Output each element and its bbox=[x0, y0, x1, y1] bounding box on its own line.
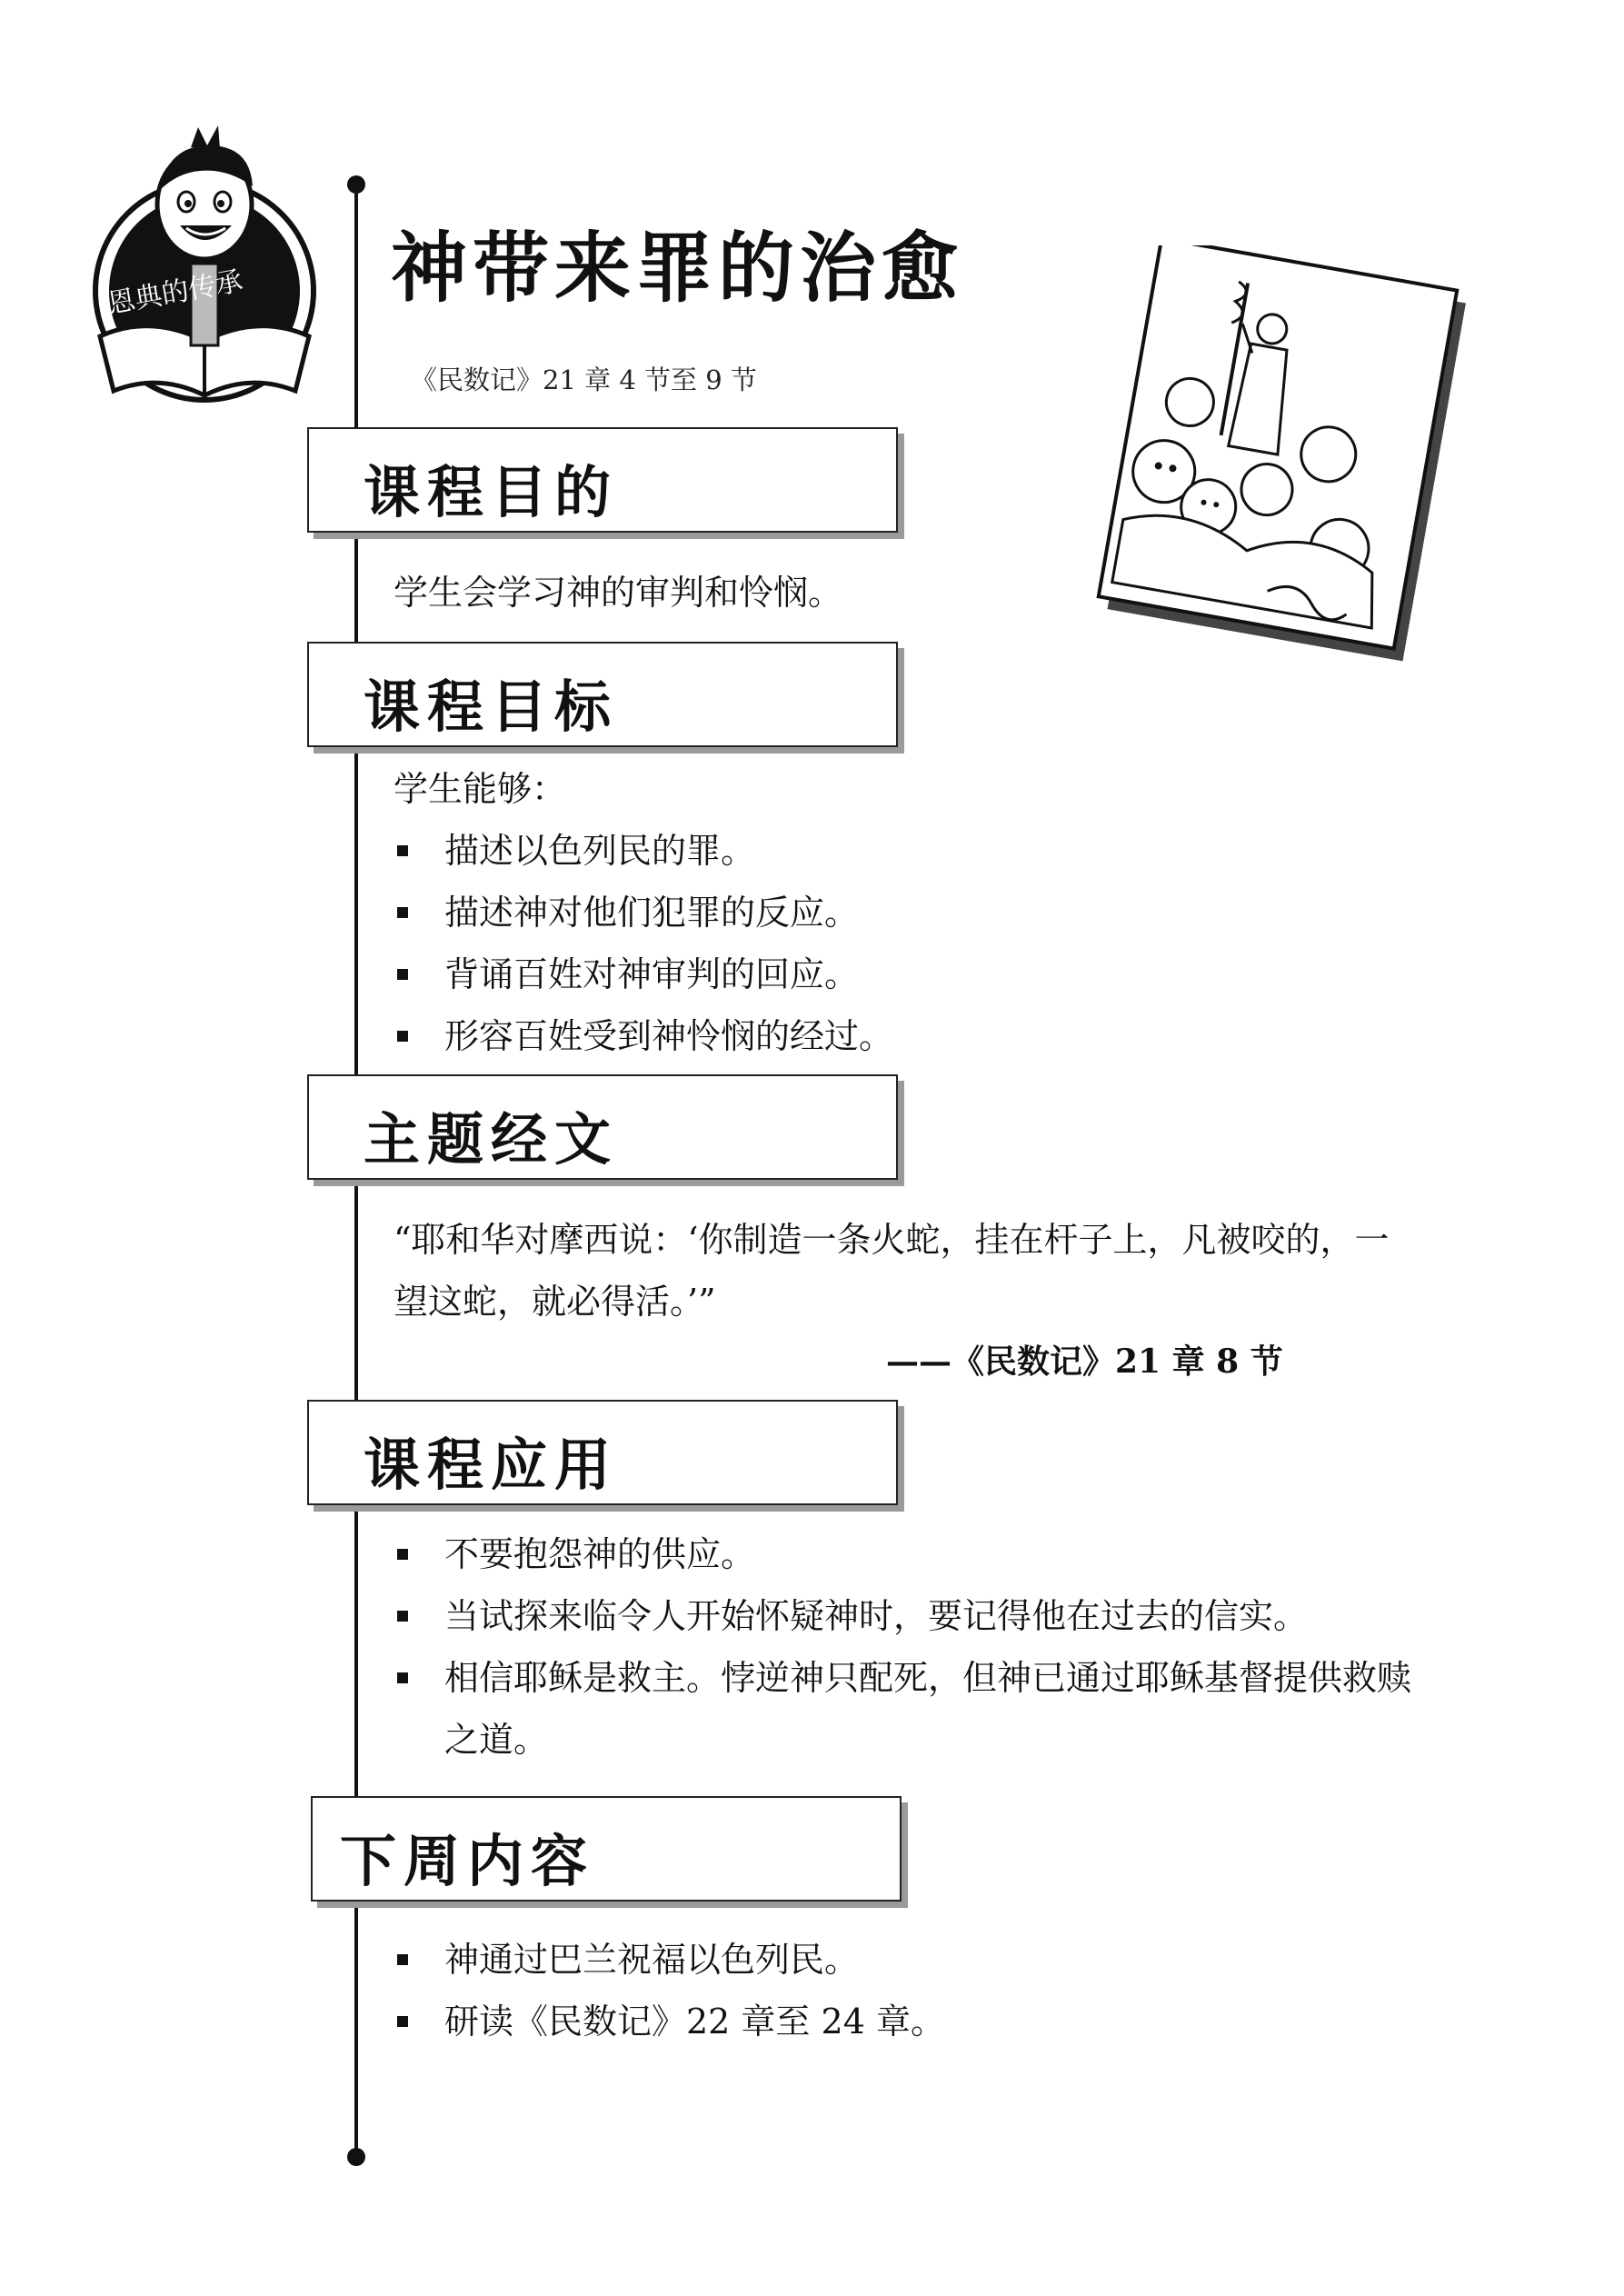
goals-list bbox=[394, 820, 1462, 1067]
goals-intro: 学生能够： bbox=[394, 769, 567, 809]
list-item: 当试探来临令人开始怀疑神时，要记得他在过去的信实。 bbox=[394, 1585, 1462, 1647]
page-title: 神带来罪的治愈 bbox=[391, 224, 964, 313]
section-header-next-week bbox=[311, 1796, 902, 1902]
list-item: 不要抱怨神的供应。 bbox=[394, 1523, 1462, 1585]
list-item: 描述以色列民的罪。 bbox=[394, 820, 1462, 882]
list-item: 神通过巴兰祝福以色列民。 bbox=[394, 1929, 1462, 1991]
timeline-top-dot bbox=[347, 175, 365, 194]
theme-verse-quote: “耶和华对摩西说：‘你制造一条火蛇，挂在杆子上，凡被咬的，一望这蛇，就必得活。’” bbox=[394, 1220, 1390, 1322]
timeline-bottom-dot bbox=[347, 2148, 365, 2166]
moses-bronze-serpent-illustration bbox=[1081, 245, 1472, 673]
list-item: 形容百姓受到神怜悯的经过。 bbox=[394, 1005, 1462, 1067]
section-header-application bbox=[307, 1400, 898, 1505]
list-item: 相信耶稣是救主。悖逆神只配死，但神已通过耶稣基督提供救赎之道。 bbox=[394, 1647, 1444, 1771]
list-item: 研读《民数记》22 章至 24 章。 bbox=[394, 1991, 1462, 2052]
section-heading-theme-verse: 主题经文 bbox=[364, 1106, 619, 1173]
section-heading-next-week: 下周内容 bbox=[340, 1828, 595, 1894]
scripture-reference: 《民数记》21 章 4 节至 9 节 bbox=[411, 364, 757, 395]
application-list bbox=[394, 1523, 1462, 1771]
purpose-text: 学生会学习神的审判和怜悯。 bbox=[394, 573, 843, 613]
logo-text: 恩典的传承 bbox=[105, 265, 245, 321]
section-heading-goals: 课程目标 bbox=[364, 674, 619, 740]
section-header-goals bbox=[307, 642, 898, 747]
section-header-theme-verse bbox=[307, 1074, 898, 1180]
next-week-list bbox=[394, 1929, 1462, 2052]
section-heading-application: 课程应用 bbox=[364, 1432, 619, 1498]
list-item: 描述神对他们犯罪的反应。 bbox=[394, 882, 1462, 943]
section-header-purpose bbox=[307, 427, 898, 533]
section-heading-purpose: 课程目的 bbox=[364, 459, 619, 525]
theme-verse-citation: ——《民数记》21 章 8 节 bbox=[886, 1343, 1283, 1381]
list-item: 背诵百姓对神审判的回应。 bbox=[394, 943, 1462, 1005]
legacy-of-grace-logo bbox=[82, 118, 327, 418]
